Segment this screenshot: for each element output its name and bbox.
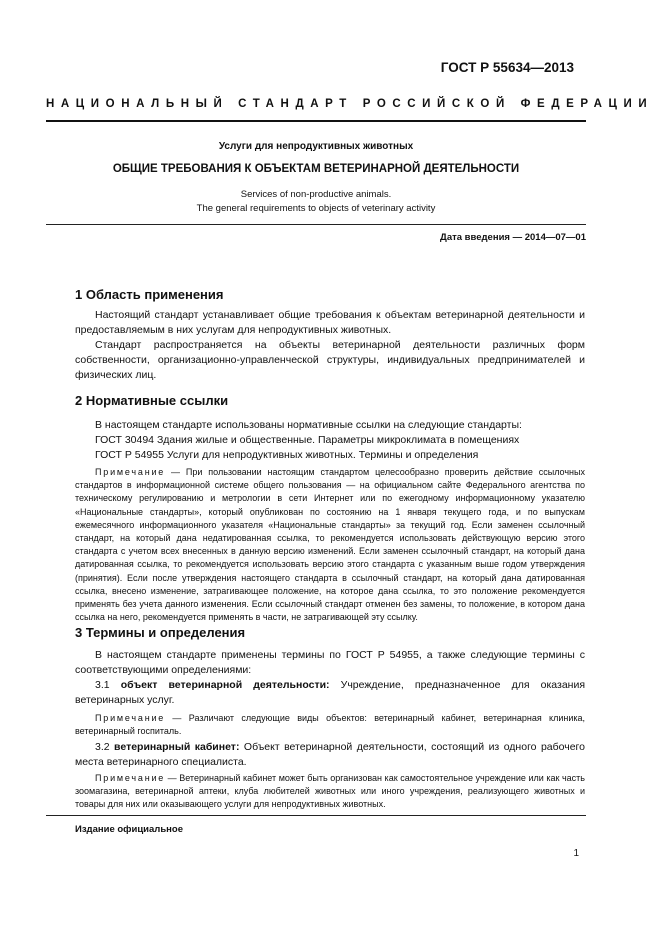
national-standard-banner: НАЦИОНАЛЬНЫЙ СТАНДАРТ РОССИЙСКОЙ ФЕДЕРАЦИИ — [46, 98, 654, 110]
reference-gost-30494: ГОСТ 30494 Здания жилые и общественные. Параметры микроклимата в помещениях — [95, 434, 520, 446]
note-text: — Ветеринарный кабинет может быть организован как самостоятельное учреждение или как часть зоомагазина, ветеринарной аптеки, клуба любителей животных или иного учреждения, реализующего животных и товары для них или оказывающего услуги для непродуктивных животных. — [75, 773, 585, 810]
definition-3-2: 3.2 ветеринарный кабинет: Объект ветеринарной деятельности, состоящий из одного рабочего места ветеринарного специалиста. — [75, 741, 586, 768]
section-1-paragraph-1: Настоящий стандарт устанавливает общие требования к объектам ветеринарной деятельности и предоставляемым в них услугам для непродуктивных животных. — [75, 309, 585, 336]
footer-divider — [46, 815, 586, 816]
note-text: — Различают следующие виды объектов: ветеринарный кабинет, ветеринарная клиника, ветеринарный госпиталь. — [75, 713, 585, 737]
term-veterinary-office: ветеринарный кабинет: — [114, 741, 240, 753]
official-edition-label: Издание официальное — [75, 824, 183, 835]
section-3-heading: 3 Термины и определения — [75, 625, 246, 640]
title-divider — [46, 224, 586, 225]
note-text: — При пользовании настоящим стандартом целесообразно проверить действие ссылочных стандартов в информационной системе общего пользования — на официальном сайте Федерального агентства по техническому регулированию и метрологии в сети Интернет или по ежегодному информационному указателю «Национальные стандарты», который опубликован по состоянию на 1 января текущего года, и по выпускам ежемесячного информационного указателя «Национальные стандарты» за текущий год. Если заменен ссылочный стандарт, на который дана недатированная ссылка, то рекомендуется использовать действующую версию этого стандарта с учетом всех внесенных в данную версию изменений. Если заменен ссылочный стандарт, на который дана датированная ссылка, то рекомендуется использовать версию этого стандарта с указанным выше годом утверждения (принятия). Если после утверждения настоящего стандарта в ссылочный стандарт, на который дана датированная ссылка, внесено изменение, затрагивающее положение, на которое дана ссылка, то это положение рекомендуется применять без учета данного изменения. Если ссылочный стандарт отменен без замены, то положение, в котором дана ссылка на него, рекомендуется применять в части, не затрагивающей эту ссылку. — [75, 467, 585, 623]
document-subtitle: Услуги для непродуктивных животных — [218, 141, 414, 152]
section-2-intro: В настоящем стандарте использованы нормативные ссылки на следующие стандарты: — [95, 419, 522, 431]
definition-3-2-note — [75, 772, 585, 812]
page-number: 1 — [573, 848, 579, 859]
note-label: Примечание — [95, 713, 166, 723]
note-label: Примечание — [95, 773, 166, 783]
section-3-intro: В настоящем стандарте применены термины по ГОСТ Р 54955, а также следующие термины с соответствующими определениями: — [75, 649, 585, 676]
section-1-heading: 1 Область применения — [75, 287, 224, 302]
section-2-heading: 2 Нормативные ссылки — [75, 393, 229, 408]
definition-3-1-note — [75, 712, 585, 738]
english-subtitle: Services of non-productive animals. — [240, 189, 392, 200]
definition-3-1: 3.1 объект ветеринарной деятельности: Учреждение, предназначенное для оказания ветеринарных услуг. — [75, 679, 586, 706]
note-label: Примечание — [95, 467, 166, 477]
introduction-date: Дата введения — 2014—07—01 — [440, 232, 586, 243]
reference-gost-r-54955: ГОСТ Р 54955 Услуги для непродуктивных животных. Термины и определения — [95, 449, 479, 461]
document-number: ГОСТ Р 55634—2013 — [440, 60, 574, 75]
term-veterinary-object: объект ветеринарной деятельности: — [120, 679, 330, 691]
header-divider — [46, 120, 586, 122]
document-title: ОБЩИЕ ТРЕБОВАНИЯ К ОБЪЕКТАМ ВЕТЕРИНАРНОЙ ДЕЯТЕЛЬНОСТИ — [112, 163, 520, 175]
section-1-paragraph-2: Стандарт распространяется на объекты ветеринарной деятельности различных форм собственности, организационно-управленческой структуры, индивидуальных предпринимателей и физических лиц. — [75, 339, 585, 381]
section-2-note — [75, 466, 585, 624]
english-title: The general requirements to objects of veterinary activity — [196, 203, 436, 214]
